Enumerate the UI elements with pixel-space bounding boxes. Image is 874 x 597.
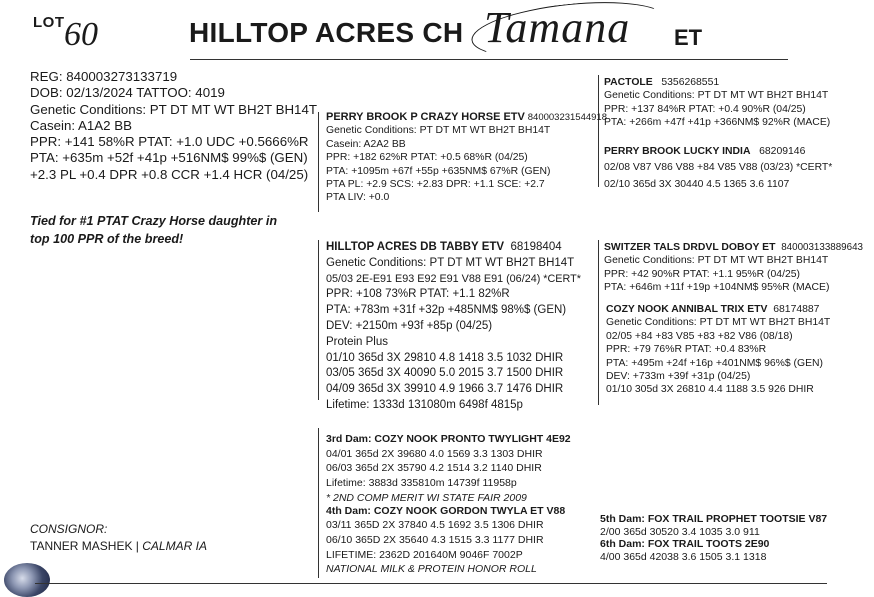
sires-dam-name-line (604, 145, 832, 158)
sixth-dam-line: 4/00 365d 42038 3.6 1505 3.1 1318 (600, 551, 767, 564)
dam-name-line (326, 240, 581, 256)
animal-traits: +2.3 PL +0.4 DPR +0.8 CCR +1.4 HCR (04/25) (30, 166, 309, 182)
fourth-dam-line: LIFETIME: 2362D 201640M 9046F 7002P (326, 548, 523, 561)
sires-sire-name-line (604, 76, 830, 89)
pedigree-bracket (318, 428, 319, 578)
third-dam-info (326, 433, 571, 576)
animal-dob: DOB: 02/13/2024 TATTOO: 4019 (30, 85, 225, 101)
sires-dam-line: 02/08 V87 V86 V88 +84 V85 V88 (03/23) *CERT* (604, 162, 833, 174)
sires-sire-reg: 5356268551 (661, 77, 720, 88)
sire-info (326, 111, 607, 205)
fourth-dam-title: 4th Dam: COZY NOOK GORDON TWYLA ET V88 (326, 504, 566, 517)
dams-dam-line: Genetic Conditions: PT DT MT WT BH2T BH14T (606, 317, 831, 329)
lot-label: LOT (33, 14, 65, 31)
sire-line: PTA LIV: +0.0 (326, 192, 390, 204)
third-dam-note: * 2ND COMP MERIT WI STATE FAIR 2009 (326, 491, 527, 504)
sires-dam-line: 02/10 365d 3X 30440 4.5 1365 3.6 1107 (604, 178, 790, 190)
sires-dam-info (604, 145, 832, 191)
sixth-dam-title: 6th Dam: FOX TRAIL TOOTS 2E90 (600, 538, 770, 551)
dams-dam-line: 01/10 305d 3X 26810 4.4 1188 3.5 926 DHIR (606, 384, 814, 396)
fifth-dam-line: 2/00 365d 30520 3.4 1035 3.0 911 (600, 525, 760, 538)
sire-name: PERRY BROOK P CRAZY HORSE ETV (326, 111, 525, 123)
dams-sire-name: SWITZER TALS DRDVL DOBOY ET (604, 242, 776, 253)
header-rule (190, 59, 788, 60)
animal-pta: PTA: +635m +52f +41p +516NM$ 99%$ (GEN) (30, 150, 308, 166)
third-dam-line: Lifetime: 3883d 335810m 14739f 11958p (326, 477, 517, 490)
sires-sire-line: Genetic Conditions: PT DT MT WT BH2T BH14T (604, 90, 829, 102)
fifth-dam-title: 5th Dam: FOX TRAIL PROPHET TOOTSIE V87 (600, 513, 828, 525)
dams-dam-name: COZY NOOK ANNIBAL TRIX ETV (606, 304, 768, 315)
dam-line: 05/03 2E-E91 E93 E92 E91 V88 E91 (06/24) *CERT* (326, 272, 581, 285)
highlight-line: Tied for #1 PTAT Crazy Horse daughter in (30, 214, 278, 228)
dams-sire-line: PTA: +646m +11f +19p +104NM$ 95%R (MACE) (604, 282, 830, 294)
consignor-name: TANNER MASHEK (30, 539, 133, 553)
sire-line: PTA: +1095m +67f +55p +635NM$ 67%R (GEN) (326, 165, 551, 177)
dams-sire-reg: 840003133889643 (781, 242, 863, 253)
dam-line: PPR: +108 73%R PTAT: +1.1 82%R (326, 288, 510, 301)
sire-name-line (326, 111, 607, 124)
dams-sire-info (604, 241, 863, 295)
dam-name: HILLTOP ACRES DB TABBY ETV (326, 241, 505, 253)
dams-sire-line: Genetic Conditions: PT DT MT WT BH2T BH14T (604, 255, 829, 267)
footer-rule (35, 583, 827, 584)
consignor-separator: | (132, 539, 143, 553)
animal-ppr: PPR: +141 58%R PTAT: +1.0 UDC +0.5666%R (30, 134, 309, 150)
animal-genetic-conditions: Genetic Conditions: PT DT MT WT BH2T BH14T (30, 101, 317, 117)
fourth-dam-line: 03/11 365D 2X 37840 4.5 1692 3.5 1306 DHIR (326, 519, 544, 532)
highlight-line: top 100 PPR of the breed! (30, 232, 184, 246)
sires-sire-info (604, 76, 830, 130)
sires-dam-name: PERRY BROOK LUCKY INDIA (604, 146, 751, 157)
animal-name-suffix: ET (674, 25, 703, 50)
dams-dam-reg: 68174887 (773, 304, 820, 315)
dam-line: PTA: +783m +31f +32p +485NM$ 98%$ (GEN) (326, 304, 567, 317)
dams-dam-line: PPR: +79 76%R PTAT: +0.4 83%R (606, 344, 767, 356)
animal-highlight (30, 212, 277, 248)
dams-dam-line: 02/05 +84 +83 V85 +83 +82 V86 (08/18) (606, 330, 793, 342)
dams-dam-info (606, 303, 830, 397)
sires-sire-line: PPR: +137 84%R PTAT: +0.4 90%R (04/25) (604, 103, 806, 115)
dam-line: Genetic Conditions: PT DT MT WT BH2T BH14T (326, 256, 575, 269)
fourth-dam-note: NATIONAL MILK & PROTEIN HONOR ROLL (326, 563, 537, 576)
third-dam-title: 3rd Dam: COZY NOOK PRONTO TWYLIGHT 4E92 (326, 433, 571, 445)
sire-line: Genetic Conditions: PT DT MT WT BH2T BH14T (326, 125, 551, 137)
sires-sire-line: PTA: +266m +47f +41p +366NM$ 92%R (MACE) (604, 117, 831, 129)
sire-line: PTA PL: +2.9 SCS: +2.83 DPR: +1.1 SCE: +2.7 (326, 179, 545, 191)
sire-line: PPR: +182 62%R PTAT: +0.5 68%R (04/25) (326, 152, 528, 164)
dams-dam-line: DEV: +733m +39f +31p (04/25) (606, 371, 751, 383)
sire-line: Casein: A2A2 BB (326, 138, 406, 150)
sale-logo (4, 563, 50, 597)
third-dam-line: 06/03 365d 2X 35790 4.2 1514 3.2 1140 DHIR (326, 462, 542, 475)
animal-info (30, 69, 317, 183)
dam-info (326, 240, 581, 414)
dam-reg: 68198404 (510, 241, 562, 253)
consignor-location: CALMAR IA (142, 539, 207, 553)
consignor-name-line (30, 539, 207, 553)
dam-line: Protein Plus (326, 335, 389, 348)
pedigree-bracket (318, 112, 319, 212)
animal-name-script: Tamana (484, 3, 631, 52)
dam-line: 03/05 365d 3X 40090 5.0 2015 3.7 1500 DHIR (326, 367, 564, 380)
fourth-dam-line: 06/10 365D 2X 35640 4.3 1515 3.3 1177 DHIR (326, 533, 544, 546)
animal-reg: REG: 840003273133719 (30, 69, 178, 84)
animal-name-main: HILLTOP ACRES CH (189, 17, 464, 48)
dams-dam-line: PTA: +495m +24f +16p +401NM$ 96%$ (GEN) (606, 357, 823, 369)
dams-sire-name-line (604, 241, 863, 254)
consignor-label: CONSIGNOR: (30, 522, 108, 536)
fifth-dam-info (600, 513, 827, 564)
dam-line: DEV: +2150m +93f +85p (04/25) (326, 319, 493, 332)
dam-line: Lifetime: 1333d 131080m 6498f 4815p (326, 398, 523, 411)
animal-casein: Casein: A1A2 BB (30, 117, 133, 133)
pedigree-bracket (598, 240, 599, 405)
sires-dam-reg: 68209146 (759, 146, 806, 157)
dam-line: 01/10 365d 3X 29810 4.8 1418 3.5 1032 DHIR (326, 351, 564, 364)
dams-dam-name-line (606, 303, 830, 316)
dam-line: 04/09 365d 3X 39910 4.9 1966 3.7 1476 DHIR (326, 383, 564, 396)
pedigree-bracket (318, 240, 319, 400)
third-dam-line: 04/01 365d 2X 39680 4.0 1569 3.3 1303 DHIR (326, 447, 543, 460)
lot-number: 60 (64, 16, 98, 53)
sire-reg: 840003231544918 (527, 112, 608, 123)
sires-sire-name: PACTOLE (604, 77, 653, 88)
dams-sire-line: PPR: +42 90%R PTAT: +1.1 95%R (04/25) (604, 268, 800, 280)
